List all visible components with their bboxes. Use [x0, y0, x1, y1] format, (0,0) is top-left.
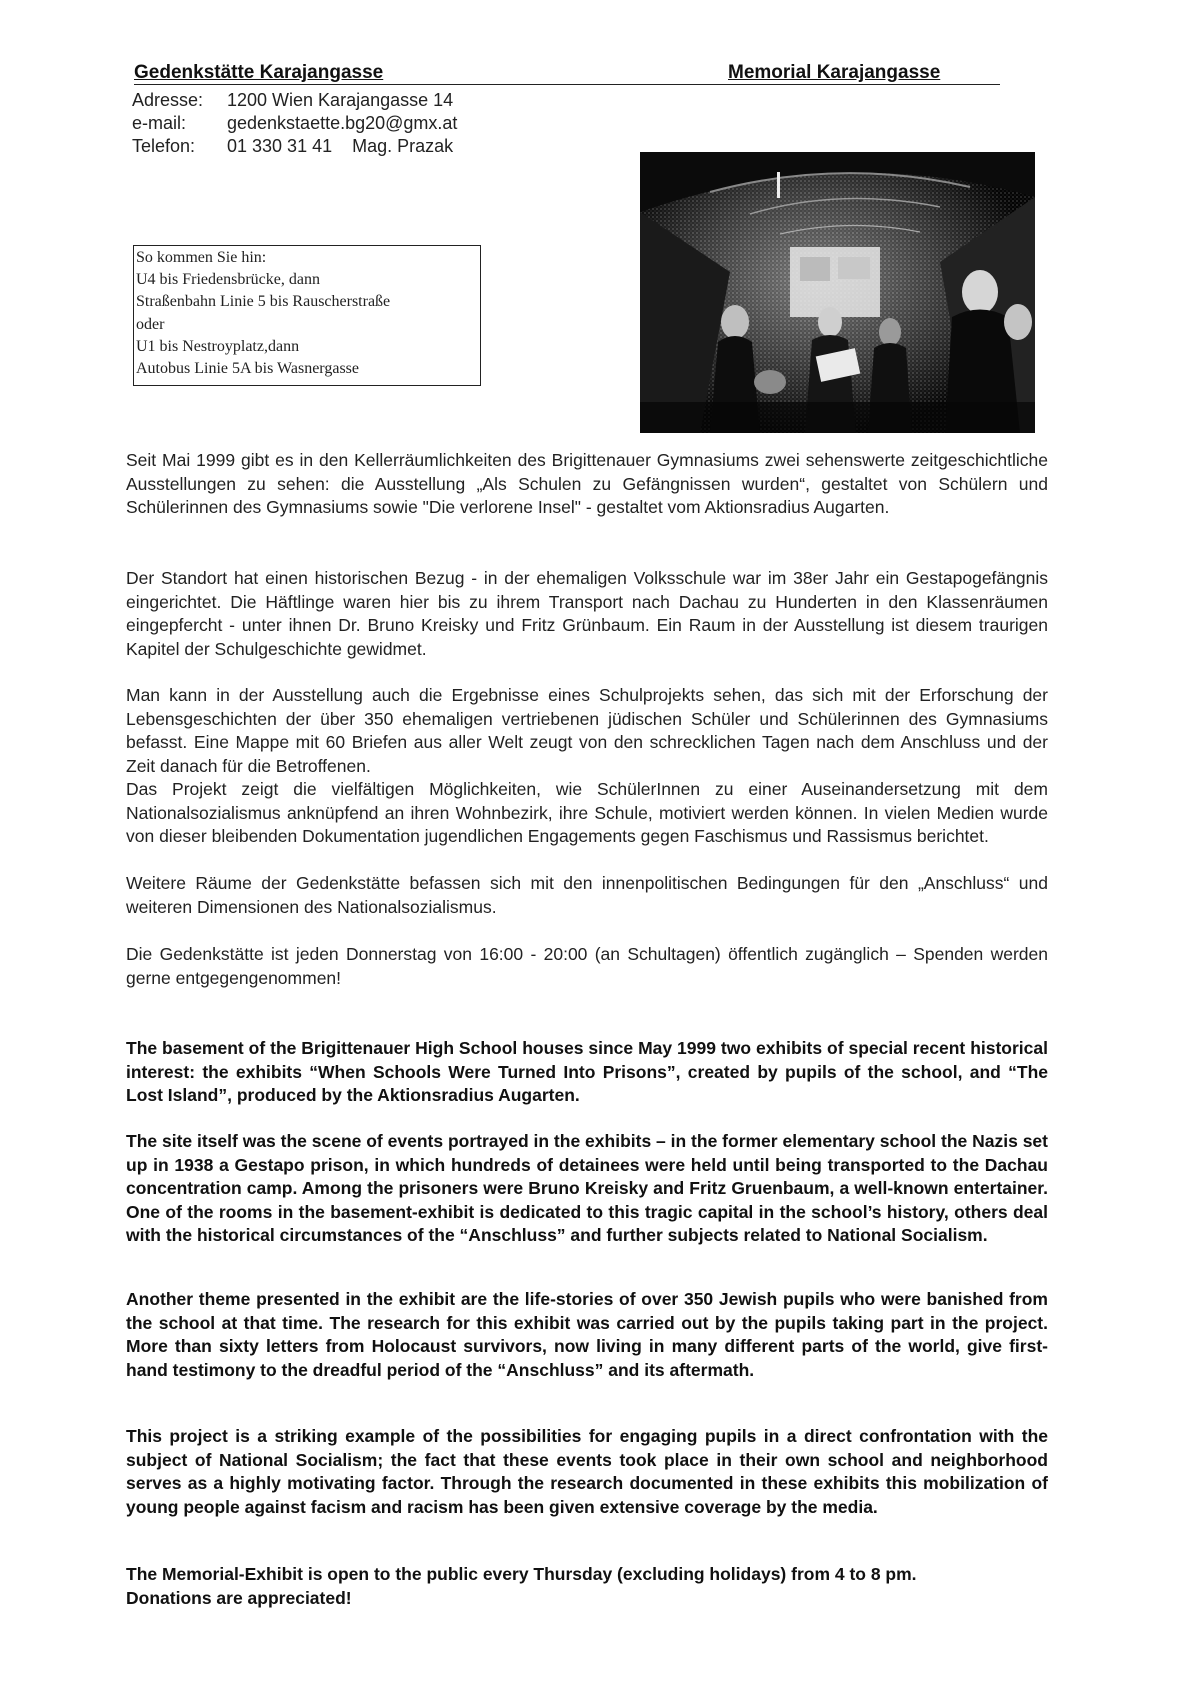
header-title-english: Memorial Karajangasse: [728, 62, 941, 83]
english-paragraph-history: The site itself was the scene of events portrayed in the exhibits – in the former elementary school the Nazis set up in 1938 a Gestapo prison, in which hundreds of detainees were held until being transported to the Dachau concentration camp. Among the prisoners were Bruno Kreisky and Fritz Gruenbaum, a well-known entertainer. One of the rooms in the basement-exhibit is dedicated to this tragic capital in the school’s history, others deal with the historical circumstances of the “Anschluss” and further subjects related to National Socialism.: [126, 1131, 1048, 1246]
english-paragraph-intro: The basement of the Brigittenauer High School houses since May 1999 two exhibits of special recent historical interest: the exhibits “When Schools Were Turned Into Prisons”, created by pupils of the school, and “The Lost Island”, produced by the Aktionsradius Augarten.: [126, 1038, 1048, 1106]
header-divider: [134, 84, 1000, 85]
directions-line: U1 bis Nestroyplatz,dann: [136, 337, 300, 355]
address-label: Adresse:: [132, 90, 204, 110]
email-label: e-mail:: [132, 113, 187, 133]
phone-contact: Mag. Prazak: [352, 136, 454, 156]
email-row: [132, 112, 457, 135]
phone-label: Telefon:: [132, 136, 196, 156]
english-paragraph-opening-hours: [126, 1563, 1048, 1610]
email-value: gedenkstaette.bg20@gmx.at: [227, 113, 458, 133]
phone-value: 01 330 31 41: [227, 136, 333, 156]
contact-block: [132, 89, 457, 158]
directions-box: [133, 245, 481, 386]
directions-line: Autobus Linie 5A bis Wasnergasse: [136, 360, 359, 378]
header-title-german: Gedenkstätte Karajangasse: [134, 62, 384, 83]
german-paragraph-history: Der Standort hat einen historischen Bezug - in der ehemaligen Volksschule war im 38er Jahr ein Gestapogefängnis eingerichtet. Die Häftlinge waren hier bis zu ihrem Transport nach Dachau zu Hunderten in den Klassenräumen eingepfercht - unter ihnen Dr. Bruno Kreisky und Fritz Grünbaum. Ein Raum in der Ausstellung ist diesem traurigen Kapitel der Schulgeschichte gewidmet.: [126, 568, 1048, 659]
german-paragraph-opening-hours: Die Gedenkstätte ist jeden Donnerstag von 16:00 - 20:00 (an Schultagen) öffentlich zugänglich – Spenden werden gerne entgegengenommen!: [126, 944, 1048, 988]
english-paragraph-project-impact: This project is a striking example of the possibilities for engaging pupils in a direct confrontation with the subject of National Socialism; the fact that these events took place in their own school and neighborhood serves as a highly motivating factor. Through the research documented in these exhibits this mobilization of young people against facism and racism has been given extensive coverage by the media.: [126, 1426, 1048, 1517]
english-paragraph-life-stories: Another theme presented in the exhibit are the life-stories of over 350 Jewish pupils who were banished from the school at that time. The research for this exhibit was carried out by the pupils taking part in the project. More than sixty letters from Holocaust survivors, now living in many different parts of the world, give first-hand testimony to the dreadful period of the “Anschluss” and its aftermath.: [126, 1289, 1048, 1380]
directions-line: U4 bis Friedensbrücke, dann: [136, 271, 320, 289]
address-row: [132, 89, 457, 112]
opening-hours-line: The Memorial-Exhibit is open to the public every Thursday (excluding holidays) from 4 to 8 pm.: [126, 1564, 917, 1584]
directions-line: oder: [136, 315, 165, 333]
phone-row: [132, 135, 457, 158]
german-paragraph-school-project: Man kann in der Ausstellung auch die Ergebnisse eines Schulprojekts sehen, das sich mit der Erforschung der Lebensgeschichten der über 350 ehemaligen vertriebenen jüdischen Schüler und Schülerinnen des Gymnasiums befasst. Eine Mappe mit 60 Briefen aus aller Welt zeugt von den schrecklichen Tagen nach dem Anschluss und der Zeit danach für die Betroffenen.: [126, 685, 1048, 776]
donations-line: Donations are appreciated!: [126, 1587, 352, 1608]
address-value: 1200 Wien Karajangasse 14: [227, 90, 454, 110]
german-paragraph-intro: Seit Mai 1999 gibt es in den Kellerräumlichkeiten des Brigittenauer Gymnasiums zwei sehenswerte zeitgeschichtliche Ausstellungen zu sehen: die Ausstellung „Als Schulen zu Gefängnissen wurden“, gestaltet von Schülern und Schülerinnen des Gymnasiums sowie "Die verlorene Insel" - gestaltet vom Aktionsradius Augarten.: [126, 450, 1048, 518]
exhibit-photo: [640, 152, 1035, 433]
german-paragraph-project-impact: Das Projekt zeigt die vielfältigen Möglichkeiten, wie SchülerInnen zu einer Auseinandersetzung mit dem Nationalsozialismus anknüpfend an ihren Wohnbezirk, ihre Schule, motiviert werden können. In vielen Medien wurde von dieser bleibenden Dokumentation jugendlichen Engagements gegen Faschismus und Rassismus berichtet.: [126, 779, 1048, 847]
german-paragraph-further-rooms: Weitere Räume der Gedenkstätte befassen sich mit den innenpolitischen Bedingungen für den „Anschluss“ und weiteren Dimensionen des Nationalsozialismus.: [126, 873, 1048, 917]
directions-line: Straßenbahn Linie 5 bis Rauscherstraße: [136, 293, 391, 311]
directions-line: So kommen Sie hin:: [136, 249, 267, 266]
